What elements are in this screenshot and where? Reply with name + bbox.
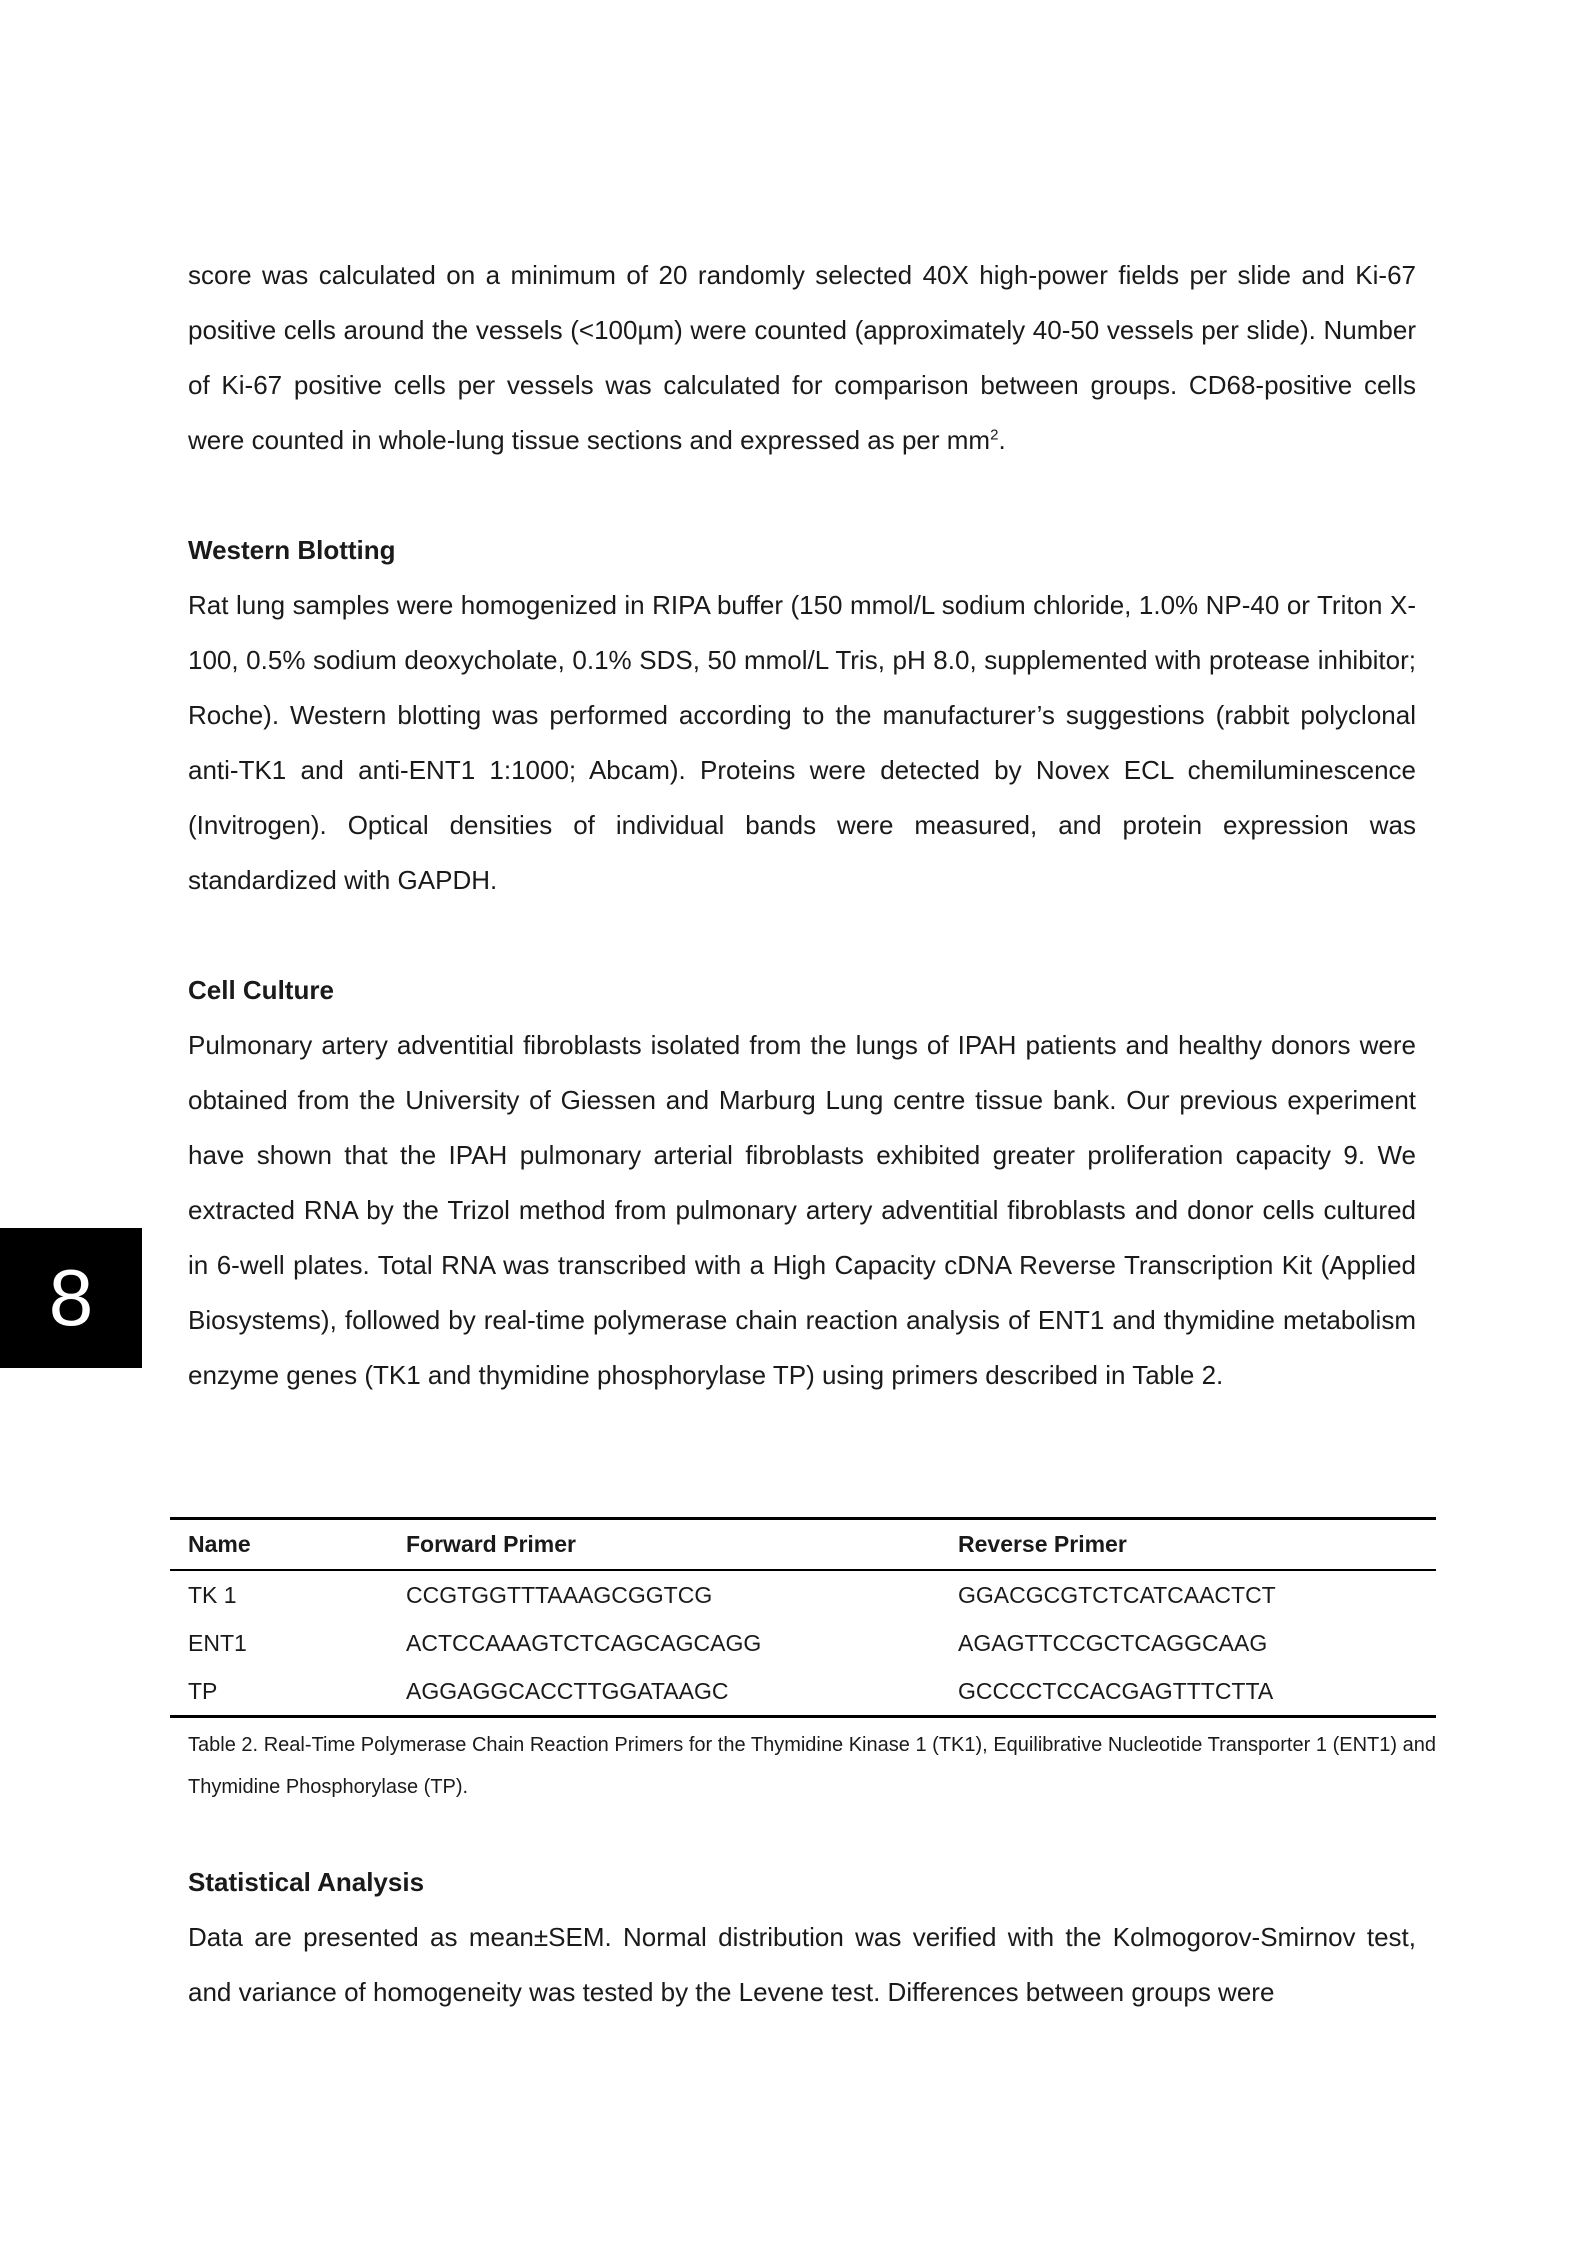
gene-name: TP	[170, 1667, 388, 1717]
forward-primer: AGGAGGCACCTTGGATAAGC	[388, 1667, 940, 1717]
western-blotting-heading: Western Blotting	[188, 535, 396, 565]
column-header-forward: Forward Primer	[388, 1519, 940, 1571]
body-text	[188, 248, 1416, 1403]
forward-primer: ACTCCAAAGTCTCAGCAGCAGG	[406, 1629, 762, 1656]
chapter-number-tab: 8	[0, 1228, 142, 1368]
column-header-name: Name	[170, 1519, 388, 1571]
spacer	[188, 908, 1416, 963]
statistical-analysis-heading: Statistical Analysis	[188, 1867, 425, 1897]
reverse-primer: AGAGTTCCGCTCAGGCAAG	[958, 1629, 1268, 1656]
table-row	[170, 1570, 1436, 1619]
intro-end: .	[998, 425, 1006, 455]
table-header-row	[170, 1519, 1436, 1571]
table-row	[170, 1667, 1436, 1717]
gene-name: TK 1	[188, 1581, 237, 1608]
statistical-analysis-paragraph: Data are presented as mean±SEM. Normal distribution was verified with the Kolmogorov-Smirnov test, and variance of homogeneity was tested by the Levene test. Differences between groups were	[188, 1922, 1416, 2007]
gene-name: ENT1	[188, 1629, 247, 1656]
table-caption: Table 2. Real-Time Polymerase Chain Reaction Primers for the Thymidine Kinase 1 (TK1), Equilibrative Nucleotide Transporter 1 (ENT1) and Thymidine Phosphorylase (TP).	[188, 1734, 1436, 1798]
primer-table-block	[170, 1517, 1436, 1808]
column-header-reverse: Reverse Primer	[940, 1519, 1436, 1571]
reverse-primer: GCCCCTCCACGAGTTTCTTA	[940, 1667, 1436, 1717]
cell-culture-paragraph: Pulmonary artery adventitial fibroblasts isolated from the lungs of IPAH patients and healthy donors were obtained from the University of Giessen and Marburg Lung centre tissue bank. Our previous experiment have shown that the IPAH pulmonary arterial fibroblasts exhibited greater proliferation capacity 9. We extracted RNA by the Trizol method from pulmonary artery adventitial fibroblasts and donor cells cultured in 6-well plates. Total RNA was transcribed with a High Capacity cDNA Reverse Transcription Kit (Applied Biosystems), followed by real-time polymerase chain reaction analysis of ENT1 and thymidine metabolism enzyme genes (TK1 and thymidine phosphorylase TP) using primers described in Table 2.	[188, 1030, 1416, 1390]
primer-table	[170, 1517, 1436, 1718]
statistical-analysis-section	[188, 1855, 1416, 2020]
reverse-primer: GGACGCGTCTCATCAACTCT	[958, 1581, 1276, 1608]
forward-primer: CCGTGGTTTAAAGCGGTCG	[406, 1581, 713, 1608]
western-blotting-paragraph: Rat lung samples were homogenized in RIPA buffer (150 mmol/L sodium chloride, 1.0% NP-40 or Triton X-100, 0.5% sodium deoxycholate, 0.1% SDS, 50 mmol/L Tris, pH 8.0, supplemented with protease inhibitor; Roche). Western blotting was performed according to the manufacturer’s suggestions (rabbit polyclonal anti-TK1 and anti-ENT1 1:1000; Abcam). Proteins were detected by Novex ECL chemiluminescence (Invitrogen). Optical densities of individual bands were measured, and protein expression was standardized with GAPDH.	[188, 590, 1416, 895]
intro-text: score was calculated on a minimum of 20 randomly selected 40X high-power fields per slide and Ki-67 positive cells around the vessels (<100µm) were counted (approximately 40-50 vessels per slide). Number of Ki-67 positive cells per vessels was calculated for comparison between groups. CD68-positive cells were counted in whole-lung tissue sections and expressed as per mm	[188, 260, 1416, 455]
superscript: 2	[990, 426, 999, 444]
table-row	[170, 1619, 1436, 1667]
intro-paragraph	[188, 248, 1416, 468]
cell-culture-heading: Cell Culture	[188, 975, 334, 1005]
spacer	[188, 468, 1416, 523]
